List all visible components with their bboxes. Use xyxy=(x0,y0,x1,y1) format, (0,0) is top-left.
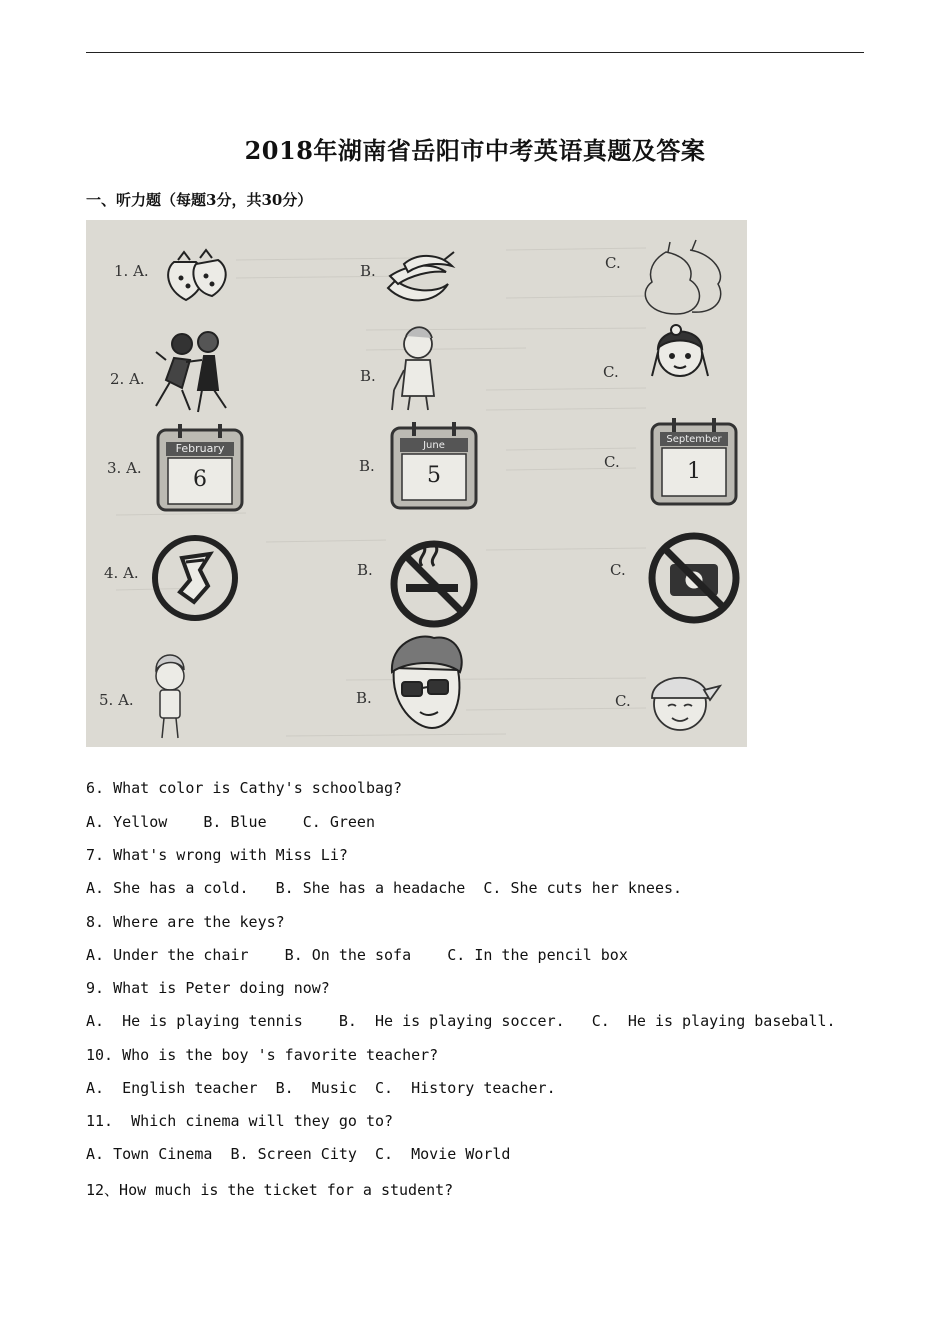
row5-label-c: C. xyxy=(615,692,631,710)
question-8: 8. Where are the keys? xyxy=(86,913,285,931)
calendar-february-month: February xyxy=(175,442,225,455)
pears-icon xyxy=(645,240,720,314)
row1-label-c: C. xyxy=(605,254,621,272)
page-title: 2018年湖南省岳阳市中考英语真题及答案 xyxy=(244,136,706,165)
man-with-glasses-icon xyxy=(392,636,462,728)
calendar-september-icon xyxy=(652,418,736,504)
calendar-june-icon xyxy=(392,422,476,508)
no-smoking-sign-icon xyxy=(394,544,474,624)
row1-label-a: 1. A. xyxy=(114,262,149,280)
question-9: 9. What is Peter doing now? xyxy=(86,979,330,997)
question-8-options: A. Under the chair B. On the sofa C. In the pencil box xyxy=(86,946,628,964)
no-littering-sign-icon xyxy=(155,538,235,618)
question-11-options: A. Town Cinema B. Screen City C. Movie World xyxy=(86,1145,511,1163)
row3-label-a: 3. A. xyxy=(107,459,142,477)
boy-with-cap-icon xyxy=(652,678,720,730)
girl-icon xyxy=(652,325,708,376)
listening-picture-grid xyxy=(86,220,747,747)
question-7: 7. What's wrong with Miss Li? xyxy=(86,846,348,864)
question-7-options: A. She has a cold. B. She has a headache C. She cuts her knees. xyxy=(86,879,683,897)
question-10-options: A. English teacher B. Music C. History teacher. xyxy=(86,1079,556,1097)
old-man-icon xyxy=(392,327,434,410)
curly-hair-boy-icon xyxy=(156,655,184,738)
header-rule xyxy=(86,52,864,53)
row5-label-b: B. xyxy=(356,689,372,707)
row2-label-b: B. xyxy=(360,367,376,385)
calendar-june-month: June xyxy=(423,440,445,451)
row2-label-c: C. xyxy=(603,363,619,381)
question-11: 11. Which cinema will they go to? xyxy=(86,1112,394,1130)
question-9-options: A. He is playing tennis B. He is playing soccer. C. He is playing baseball. xyxy=(86,1012,836,1030)
calendar-february-icon xyxy=(158,424,242,510)
row5-label-a: 5. A. xyxy=(99,691,134,709)
no-photography-sign-icon xyxy=(652,536,736,620)
question-6-options: A. Yellow B. Blue C. Green xyxy=(86,813,375,831)
question-10: 10. Who is the boy 's favorite teacher? xyxy=(86,1046,439,1064)
strawberries-icon xyxy=(168,250,226,300)
calendar-february-day: 6 xyxy=(193,467,207,492)
question-6: 6. What color is Cathy's schoolbag? xyxy=(86,779,403,797)
calendar-september-month: September xyxy=(666,434,722,445)
dancing-couple-icon xyxy=(156,332,226,412)
row4-label-c: C. xyxy=(610,561,626,579)
bananas-icon xyxy=(388,252,454,300)
question-12: 12、How much is the ticket for a student? xyxy=(86,1181,454,1199)
row2-label-a: 2. A. xyxy=(110,370,145,388)
calendar-june-day: 5 xyxy=(427,463,441,488)
row3-label-c: C. xyxy=(604,453,620,471)
calendar-september-day: 1 xyxy=(687,459,701,484)
row4-label-b: B. xyxy=(357,561,373,579)
row4-label-a: 4. A. xyxy=(104,564,139,582)
section-heading: 一、听力题（每题3分，共30分） xyxy=(86,191,313,209)
row1-label-b: B. xyxy=(360,262,376,280)
row3-label-b: B. xyxy=(359,457,375,475)
